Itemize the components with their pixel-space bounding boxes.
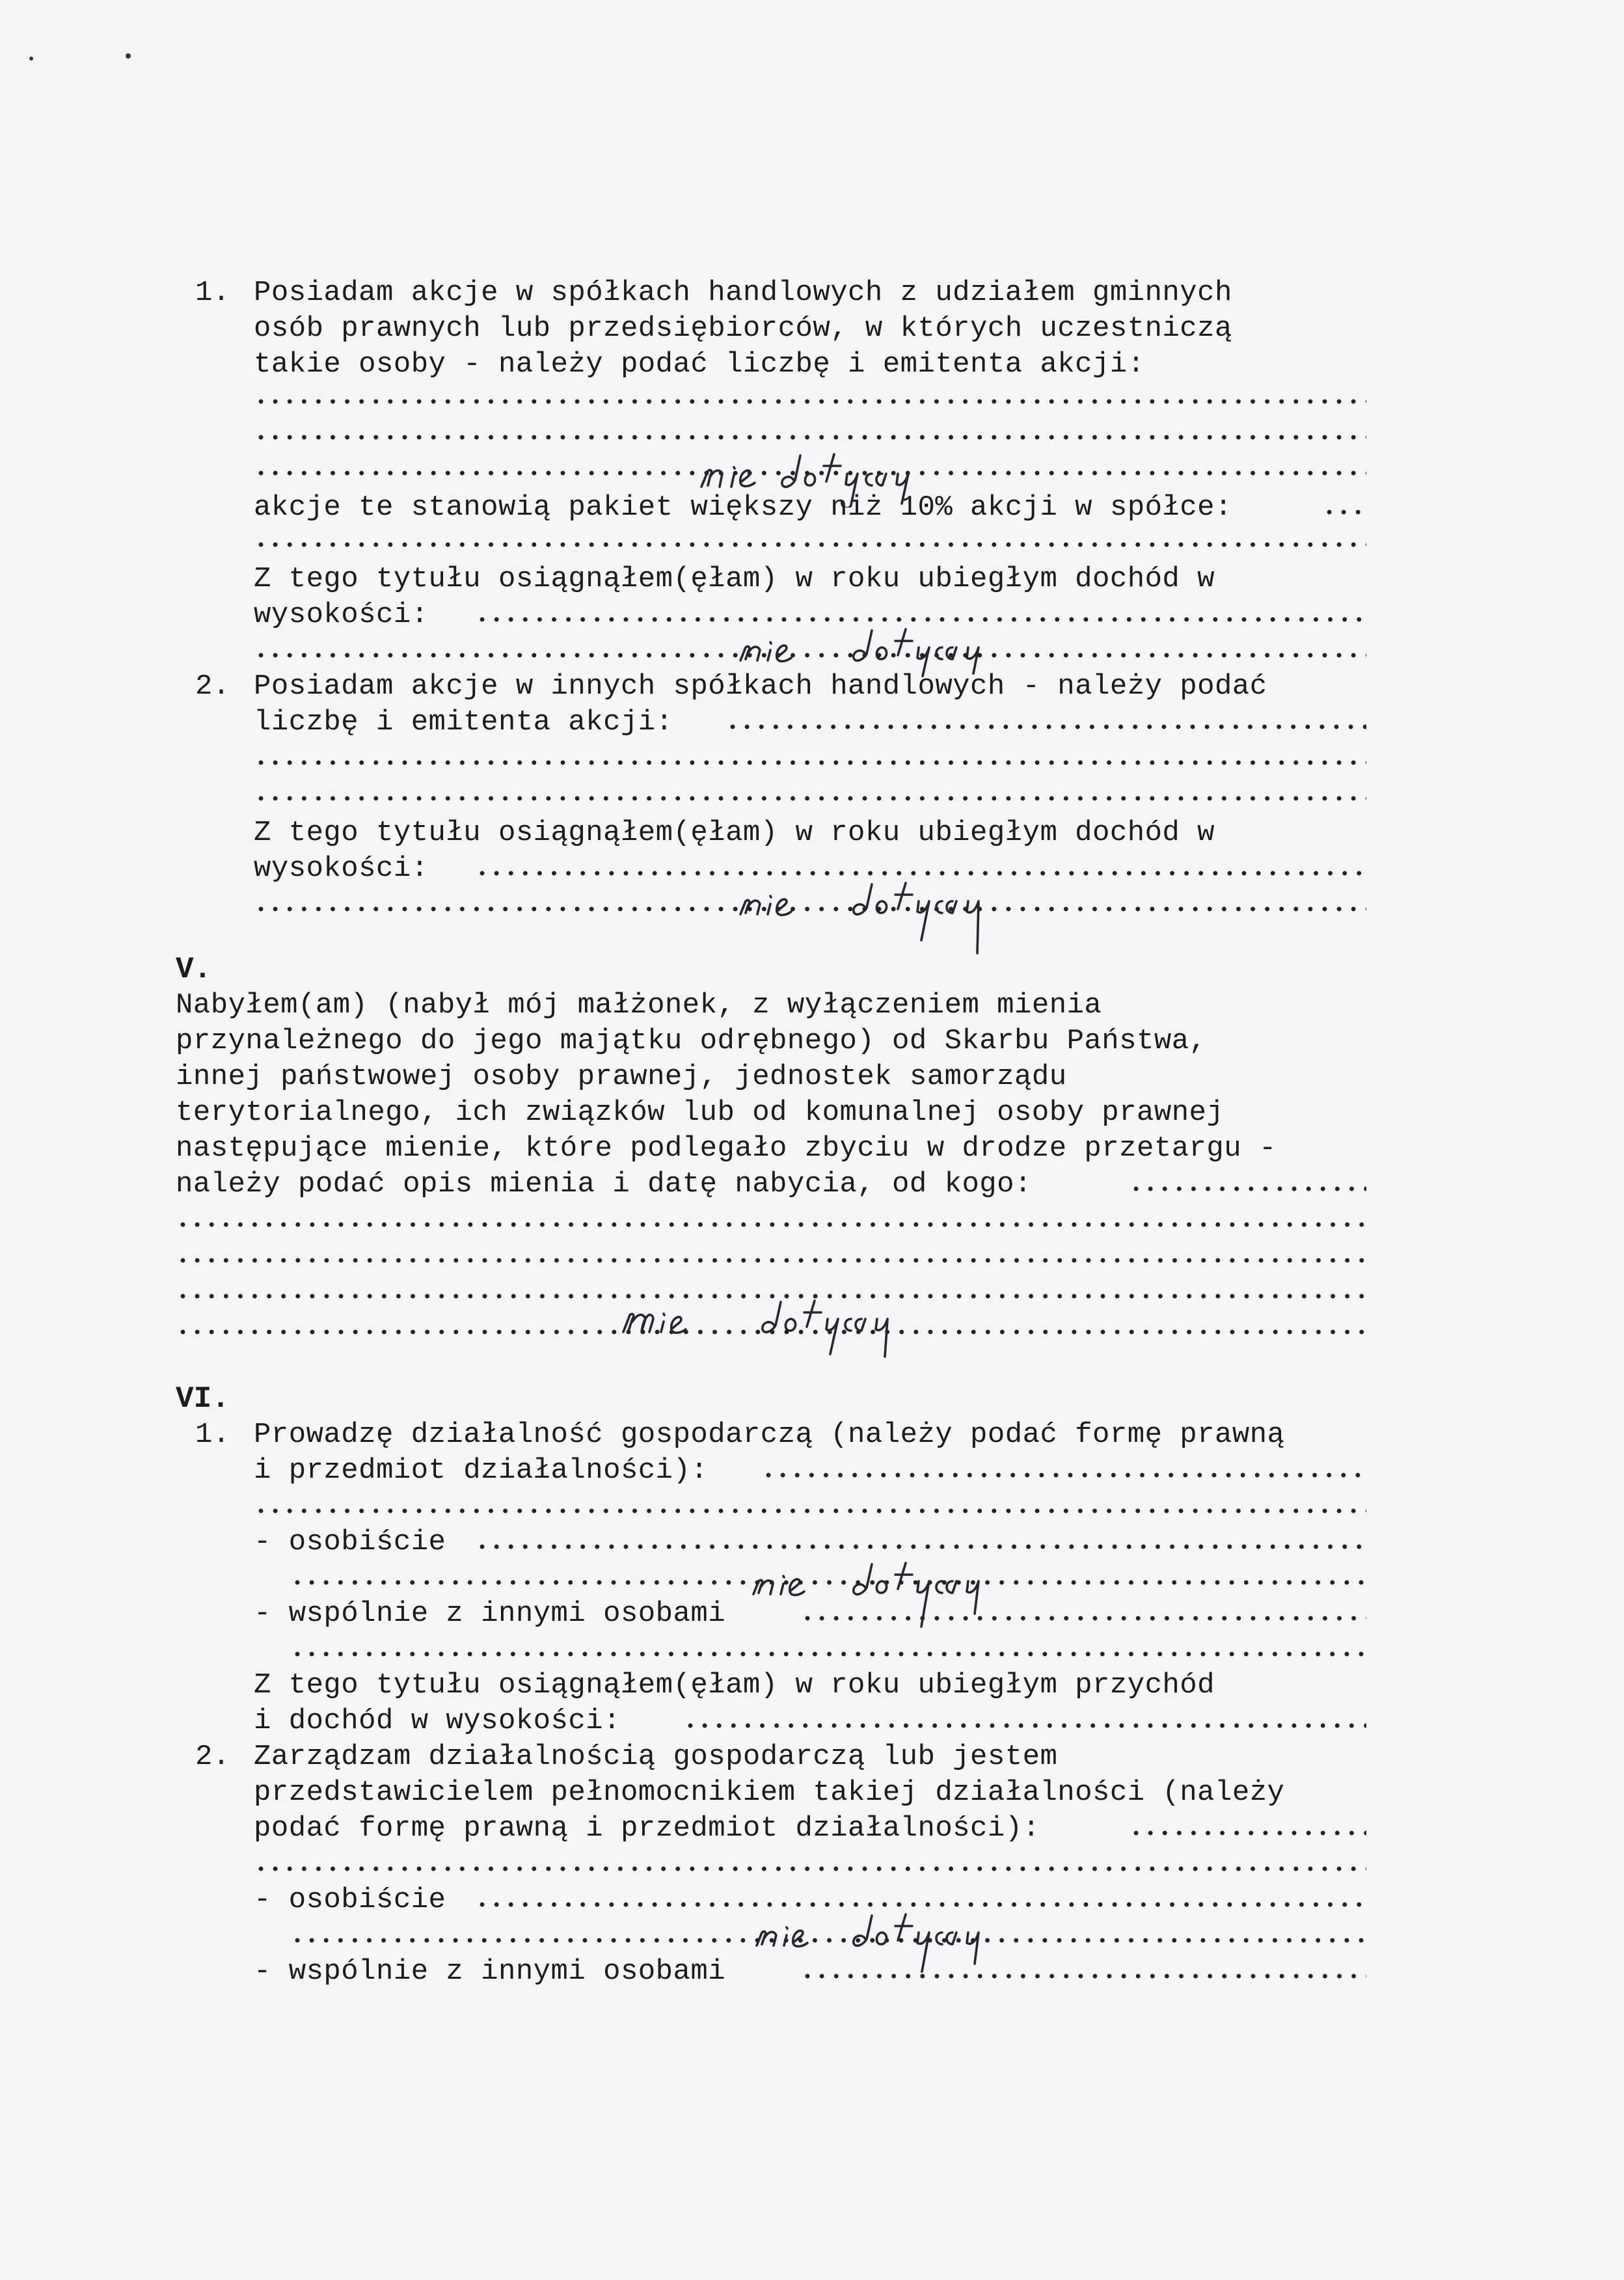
- dotted-fill-line: [254, 759, 1366, 766]
- section-v-line-3: innej państwowej osoby prawnej, jednostek samorządu: [176, 1061, 1067, 1093]
- section-v-line-2: przynależnego do jego majątku odrębnego) od Skarbu Państwa,: [176, 1025, 1207, 1057]
- item-vi-1-personally: - osobiście: [254, 1526, 446, 1558]
- item-iv-1-number: 1.: [195, 277, 230, 309]
- dotted-fill-line: [475, 1543, 1366, 1550]
- dotted-fill-line: [761, 1472, 1366, 1478]
- item-vi-1-jointly: - wspólnie z innymi osobami: [254, 1597, 726, 1630]
- item-vi-2-line-1: Zarządzam działalnością gospodarczą lub jestem: [254, 1741, 1058, 1773]
- dotted-fill-line: [176, 1221, 1366, 1228]
- dotted-fill-line: [254, 1508, 1366, 1514]
- item-iv-2-line-2: liczbę i emitenta akcji:: [254, 706, 673, 739]
- section-vi-heading: VI.: [176, 1382, 230, 1416]
- dotted-fill-line: [176, 1257, 1366, 1264]
- dotted-fill-line: [1129, 1186, 1366, 1192]
- item-iv-2-income-line-2: wysokości:: [254, 852, 429, 885]
- item-iv-1-stake-line: akcje te stanowią pakiet większy niż 10% akcji w spółce:: [254, 491, 1232, 524]
- handwritten-nie-dotyczy: [735, 875, 1015, 960]
- item-iv-1-income-line-1: Z tego tytułu osiągnąłem(ęłam) w roku ubiegłym dochód w: [254, 563, 1215, 595]
- dotted-fill-line: [683, 1722, 1366, 1729]
- handwritten-nie-dotyczy: [748, 1555, 1035, 1633]
- dotted-fill-line: [254, 541, 1366, 548]
- handwritten-nie-dotyczy: [751, 1907, 1038, 1978]
- dotted-fill-line: [1322, 509, 1368, 515]
- item-iv-2-number: 2.: [195, 670, 230, 703]
- item-vi-2-jointly: - wspólnie z innymi osobami: [254, 1955, 726, 1988]
- item-iv-1-line-2: osób prawnych lub przedsiębiorców, w których uczestniczą: [254, 312, 1232, 345]
- section-v-line-6: należy podać opis mienia i datę nabycia, od kogo:: [176, 1168, 1032, 1201]
- handwritten-nie-dotyczy: [696, 442, 956, 508]
- item-vi-2-number: 2.: [195, 1741, 230, 1773]
- item-vi-1-number: 1.: [195, 1418, 230, 1451]
- item-iv-1-income-line-2: wysokości:: [254, 599, 429, 631]
- section-v-line-4: terytorialnego, ich związków lub od komunalnej osoby prawnej: [176, 1096, 1225, 1129]
- handwritten-nie-dotyczy: [618, 1292, 917, 1370]
- item-iv-2-line-1: Posiadam akcje w innych spółkach handlowych - należy podać: [254, 670, 1267, 703]
- section-v-line-5: następujące mienie, które podlegało zbyciu w drodze przetargu -: [176, 1132, 1277, 1165]
- item-vi-1-line-2: i przedmiot działalności):: [254, 1454, 709, 1487]
- handwritten-nie-dotyczy: [735, 621, 1008, 680]
- item-vi-2-personally: - osobiście: [254, 1884, 446, 1916]
- item-vi-1-line-1: Prowadzę działalność gospodarczą (należy podać formę prawną: [254, 1418, 1285, 1451]
- dotted-fill-line: [290, 1651, 1366, 1657]
- scan-specks: [0, 0, 169, 78]
- dotted-fill-line: [1129, 1830, 1366, 1836]
- item-vi-1-income-line-2: i dochód w wysokości:: [254, 1705, 621, 1737]
- section-v-line-1: Nabyłem(am) (nabył mój małżonek, z wyłączeniem mienia: [176, 989, 1102, 1022]
- item-vi-2-line-3: podać formę prawną i przedmiot działalności):: [254, 1812, 1040, 1845]
- item-vi-2-line-2: przedstawicielem pełnomocnikiem takiej działalności (należy: [254, 1776, 1285, 1809]
- item-iv-2-income-line-1: Z tego tytułu osiągnąłem(ęłam) w roku ubiegłym dochód w: [254, 817, 1215, 849]
- section-v-heading: V.: [176, 953, 212, 986]
- dotted-fill-line: [254, 398, 1366, 405]
- item-vi-1-income-line-1: Z tego tytułu osiągnąłem(ęłam) w roku ubiegłym przychód: [254, 1669, 1215, 1702]
- dotted-fill-line: [254, 1866, 1366, 1872]
- dotted-fill-line: [254, 795, 1366, 802]
- dotted-fill-line: [725, 724, 1366, 730]
- item-iv-1-line-3: takie osoby - należy podać liczbę i emitenta akcji:: [254, 348, 1145, 381]
- item-iv-1-line-1: Posiadam akcje w spółkach handlowych z udziałem gminnych: [254, 277, 1232, 309]
- dotted-fill-line: [254, 434, 1366, 441]
